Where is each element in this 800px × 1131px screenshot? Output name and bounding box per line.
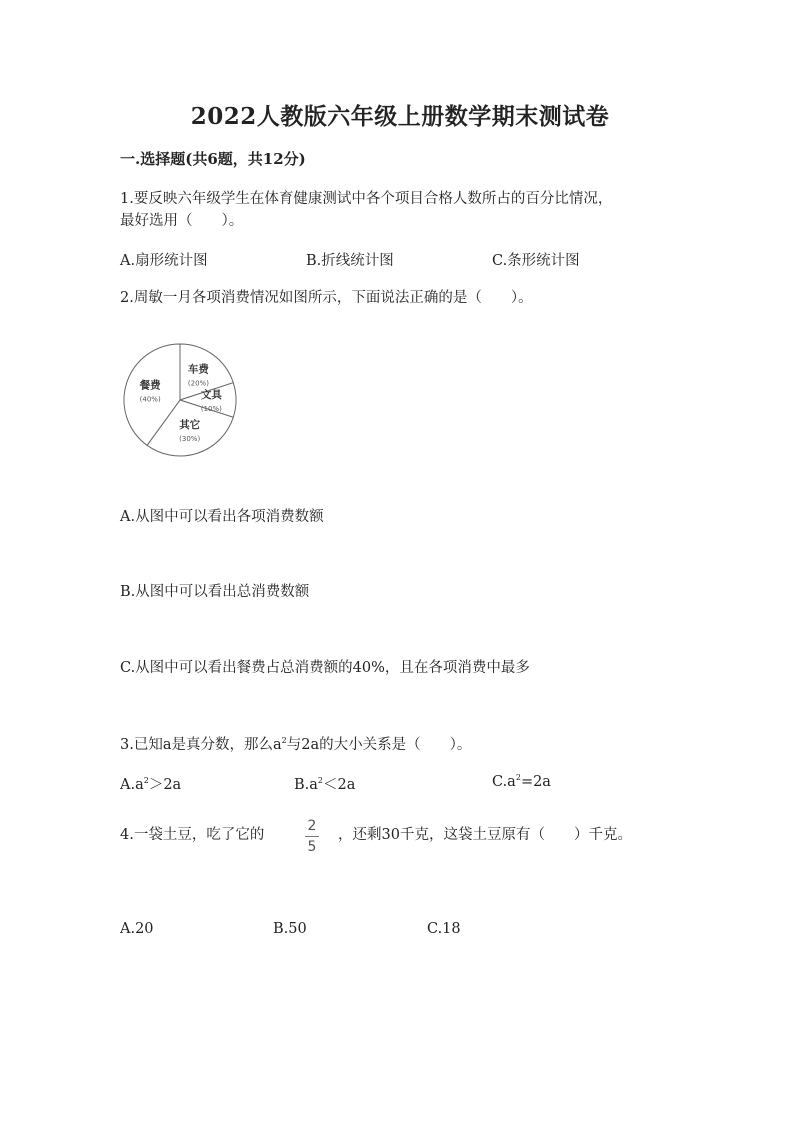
spending-pie-chart	[120, 340, 240, 460]
pie-label-percent-4: (40%)	[139, 395, 161, 404]
section-heading: 一.选择题(共6题，共12分)	[120, 150, 306, 168]
question-1-option-c: C.条形统计图	[492, 253, 580, 269]
question-4-option-b: B.50	[273, 921, 307, 937]
option-a-pre: A.a	[120, 777, 144, 793]
question-1-line-2: 最好选用（ ）。	[120, 213, 244, 229]
pie-label-name-3: 其它	[179, 418, 201, 431]
option-b-exponent: 2	[317, 776, 324, 785]
pie-label-name-1: 车费	[187, 363, 209, 376]
option-a-post: ＞2a	[148, 777, 182, 793]
pie-label-percent-3: (30%)	[179, 434, 201, 443]
pie-label-percent-2: (10%)	[200, 405, 222, 413]
question-3-text-post: 与2a的大小关系是（ ）。	[286, 737, 472, 753]
question-2-option-b: B.从图中可以看出总消费数额	[120, 584, 310, 600]
question-4-option-a: A.20	[120, 921, 154, 937]
fraction-denominator: 5	[307, 839, 317, 855]
option-c-exponent: 2	[515, 773, 521, 782]
question-1-line-1: 1.要反映六年级学生在体育健康测试中各个项目合格人数所占的百分比情况，	[120, 191, 613, 207]
option-c-post: =2a	[520, 774, 551, 790]
question-4-option-c: C.18	[427, 921, 461, 937]
question-3-exponent: 2	[281, 736, 287, 745]
question-3-text-pre: 3.已知a是真分数，那么a	[120, 737, 282, 753]
question-4-text-post: ，还剩30千克，这袋土豆原有（ ）千克。	[338, 827, 632, 843]
pie-label-name-4: 餐费	[139, 379, 161, 392]
question-3-option-a	[120, 773, 181, 794]
option-c-pre: C.a	[492, 774, 516, 790]
question-1-option-a: A.扇形统计图	[120, 253, 208, 269]
pie-label-percent-1: (20%)	[187, 379, 209, 388]
pie-label-name-2: 文具	[200, 389, 222, 401]
option-b-post: ＜2a	[323, 777, 356, 793]
question-2-option-a: A.从图中可以看出各项消费数额	[120, 509, 324, 525]
question-4-text-pre: 4.一袋土豆，吃了它的	[120, 827, 265, 843]
question-3-text	[120, 730, 471, 756]
question-1-option-b: B.折线统计图	[306, 253, 394, 269]
option-a-exponent: 2	[143, 776, 149, 785]
page-title: 2022人教版六年级上册数学期末测试卷	[190, 103, 610, 130]
fraction-numerator: 2	[307, 818, 317, 834]
option-b-pre: B.a	[294, 777, 318, 793]
question-3-option-c	[492, 773, 551, 790]
question-4-fraction	[304, 817, 320, 856]
question-3-option-b	[294, 773, 355, 794]
question-2-option-c: C.从图中可以看出餐费占总消费额的40%，且在各项消费中最多	[120, 660, 530, 676]
question-2-text: 2.周敏一月各项消费情况如图所示，下面说法正确的是（ ）。	[120, 290, 533, 306]
fraction-bar	[305, 836, 319, 837]
